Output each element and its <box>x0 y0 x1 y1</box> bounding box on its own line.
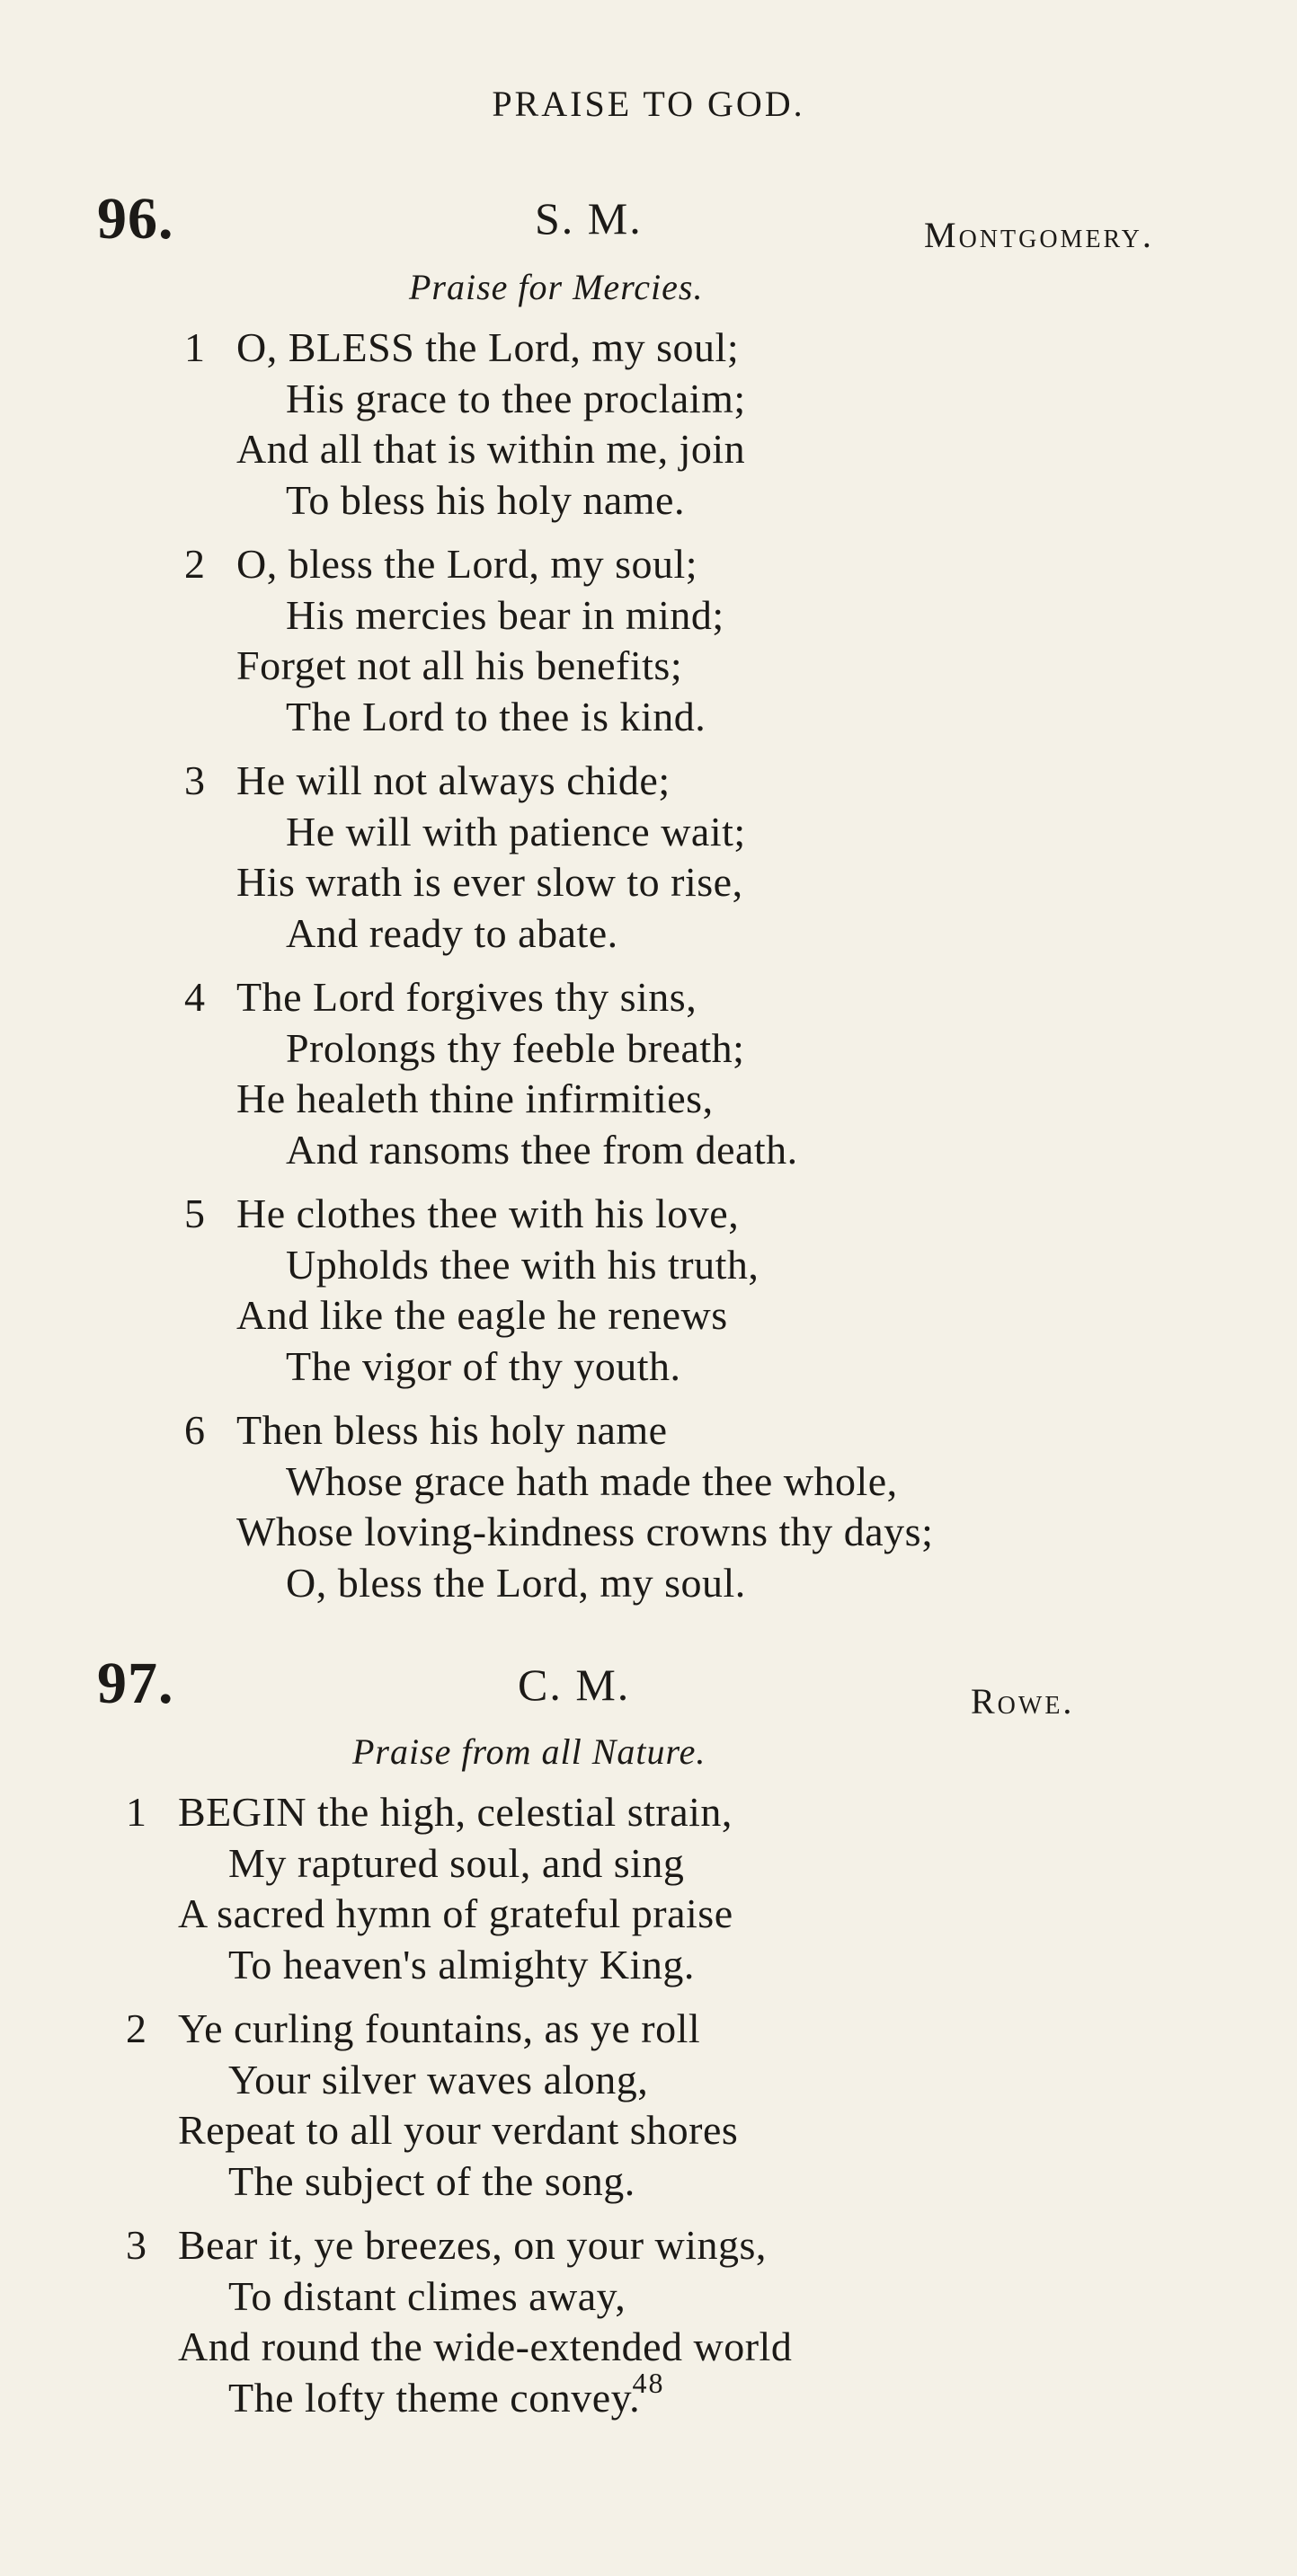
verse-line: To bless his holy name. <box>286 476 685 523</box>
verse-line: O, BLESS the Lord, my soul; <box>236 324 740 370</box>
verse-line: Whose loving-kindness crowns thy days; <box>236 1509 934 1554</box>
verse-line: His mercies bear in mind; <box>286 591 724 638</box>
verse-number: 5 <box>184 1191 206 1236</box>
verse-line: He healeth thine infirmities, <box>236 1076 714 1121</box>
verse-line: A sacred hymn of grateful praise <box>178 1890 733 1936</box>
verse-number: 2 <box>184 541 206 587</box>
verse-line: O, bless the Lord, my soul. <box>286 1559 746 1606</box>
verse-number: 6 <box>184 1407 206 1453</box>
verse-line: Ye curling fountains, as ye roll <box>178 2005 701 2051</box>
verse-number: 3 <box>126 2222 147 2268</box>
hymn-title: Praise from all Nature. <box>352 1731 706 1772</box>
hymn-meter: S. M. <box>535 193 643 243</box>
hymn-number: 96. <box>97 186 174 252</box>
hymn-meter: C. M. <box>518 1660 631 1710</box>
verse-line: Prolongs thy feeble breath; <box>286 1024 745 1071</box>
verse-line: He will not always chide; <box>236 757 671 803</box>
verse-line: He will with patience wait; <box>286 808 746 854</box>
verse-line: Upholds thee with his truth, <box>286 1241 760 1288</box>
verse-line: And round the wide-extended world <box>178 2324 793 2369</box>
page-number: 48 <box>632 2367 665 2399</box>
verse-line: My raptured soul, and sing <box>228 1839 685 1886</box>
verse-line: The Lord to thee is kind. <box>286 693 706 739</box>
verse-line: The Lord forgives thy sins, <box>236 974 697 1020</box>
verse-line: BEGIN the high, celestial strain, <box>178 1789 733 1835</box>
verse-line: O, bless the Lord, my soul; <box>236 541 698 587</box>
verse-number: 4 <box>184 974 206 1020</box>
hymn-number: 97. <box>97 1651 174 1716</box>
verse-line: And ready to abate. <box>286 909 618 956</box>
verse-line: And ransoms thee from death. <box>286 1126 798 1173</box>
verse-line: Then bless his holy name <box>236 1407 668 1453</box>
verse-line: The lofty theme convey. <box>228 2374 641 2421</box>
verse-number: 2 <box>126 2005 147 2051</box>
hymn-title: Praise for Mercies. <box>409 267 704 307</box>
verse-number: 1 <box>184 324 206 370</box>
verse-number: 1 <box>126 1789 147 1835</box>
verse-line: His grace to thee proclaim; <box>286 375 746 421</box>
verse-line: Whose grace hath made thee whole, <box>286 1457 898 1504</box>
verse-line: To heaven's almighty King. <box>228 1941 695 1987</box>
verse-line: Repeat to all your verdant shores <box>178 2107 739 2153</box>
verse-number: 3 <box>184 757 206 803</box>
hymn-author: Rowe. <box>971 1681 1075 1722</box>
verse-line: His wrath is ever slow to rise, <box>236 859 743 905</box>
verse-line: He clothes thee with his love, <box>236 1191 740 1236</box>
verse-line: The subject of the song. <box>228 2157 635 2204</box>
running-head: PRAISE TO GOD. <box>492 84 805 124</box>
verse-line: To distant climes away, <box>228 2272 626 2319</box>
verse-line: And like the eagle he renews <box>236 1292 728 1338</box>
verse-line: Your silver waves along, <box>228 2056 649 2102</box>
verse-line: Bear it, ye breezes, on your wings, <box>178 2222 767 2268</box>
verse-line: And all that is within me, join <box>236 426 746 472</box>
hymn-author: Montgomery. <box>924 215 1154 255</box>
verse-line: Forget not all his benefits; <box>236 642 683 688</box>
verse-line: The vigor of thy youth. <box>286 1342 681 1389</box>
